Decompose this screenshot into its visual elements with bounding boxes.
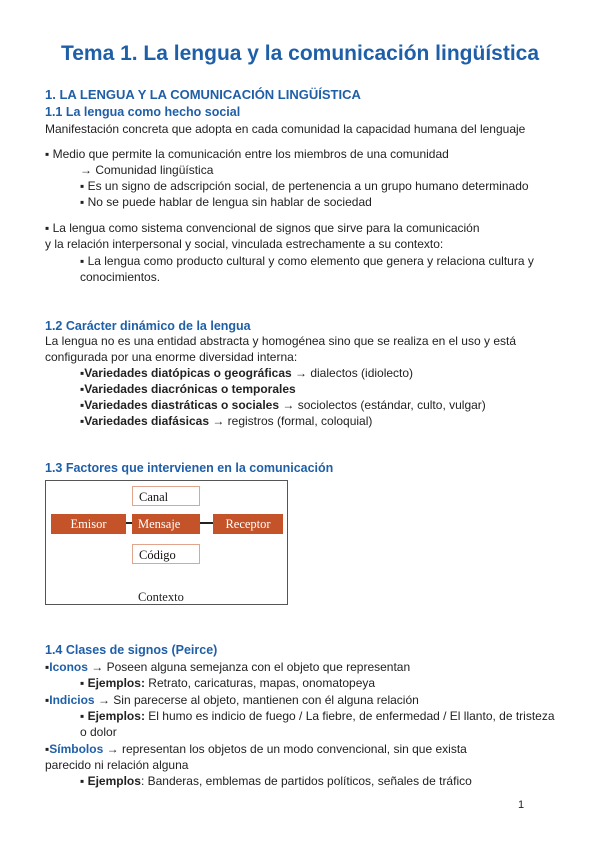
communication-diagram [45,480,288,605]
example [80,773,472,789]
sign-type-indicios [45,692,419,708]
paragraph: y la relación interpersonal y social, vinculada estrechamente a su contexto: [45,237,444,251]
text-span: ▪Variedades diatópicas o geográficas [80,366,292,380]
variety-item [80,397,486,413]
example [80,675,375,691]
sub-bullet: ▪ Es un signo de adscripción social, de pertenencia a un grupo humano determinado [80,179,529,193]
subsection-heading: 1.3 Factores que intervienen en la comunicación [45,461,334,475]
text-span: Símbolos [49,742,104,756]
sub-bullet: → Comunidad lingüística [80,163,214,177]
text-span: El humo es indicio de fuego / La fiebre, de enfermedad / El llanto, de tristeza [144,709,555,723]
variety-item [80,413,372,429]
sub-bullet: ▪ La lengua como producto cultural y como elemento que genera y relaciona cultura y [80,254,534,268]
text-span: Iconos [49,660,88,674]
text-span: Indicios [49,693,95,707]
sub-bullet: conocimientos. [80,270,161,284]
canal-box: Canal [132,486,200,506]
codigo-box: Código [132,544,200,564]
text-span: ▪ [45,742,50,756]
contexto-label: Contexto [138,590,184,604]
variety-item [80,365,413,381]
text-span: → dialectos (idiolecto) [291,366,414,380]
emisor-box: Emisor [51,514,126,534]
sign-type-simbolos [45,741,467,757]
page-number: 1 [518,799,525,811]
text-span: ▪ [45,693,50,707]
bullet: ▪ Medio que permite la comunicación entre los miembros de una comunidad [45,147,449,161]
section-heading: 1. LA LENGUA Y LA COMUNICACIÓN LINGÜÍSTICA [45,87,361,102]
sub-bullet: ▪ No se puede hablar de lengua sin hablar de sociedad [80,195,372,209]
paragraph: La lengua no es una entidad abstracta y homogénea sino que se realiza en el uso y está [45,334,516,348]
variety-item [80,381,296,397]
example [80,708,555,724]
receptor-box: Receptor [213,514,283,534]
text-span: → Poseen alguna semejanza con el objeto que representan [87,660,411,674]
subsection-heading: 1.2 Carácter dinámico de la lengua [45,319,251,333]
bullet: ▪ La lengua como sistema convencional de signos que sirve para la comunicación [45,221,480,235]
text-span: ▪ Ejemplos [80,774,141,788]
text-span: Retrato, caricaturas, mapas, onomatopeya [144,676,376,690]
mensaje-box: Mensaje [132,514,200,534]
example-continued: o dolor [80,725,117,739]
paragraph: parecido ni relación alguna [45,758,189,772]
subsection-heading: 1.1 La lengua como hecho social [45,105,241,119]
text-span: → registros (formal, coloquial) [209,414,373,428]
sign-type-iconos [45,659,410,675]
text-span: → representan los objetos de un modo convencional, sin que exista [103,742,467,756]
paragraph: configurada por una enorme diversidad interna: [45,350,298,364]
text-span: ▪Variedades diastráticas o sociales [80,398,280,412]
text-span: ▪Variedades diacrónicas o temporales [80,382,296,396]
paragraph: Manifestación concreta que adopta en cada comunidad la capacidad humana del lenguaje [45,122,526,136]
text-span: → sociolectos (estándar, culto, vulgar) [279,398,486,412]
text-span: : Banderas, emblemas de partidos políticos, señales de tráfico [140,774,472,788]
text-span: ▪ Ejemplos: [80,676,145,690]
text-span: ▪ Ejemplos: [80,709,145,723]
text-span: ▪ [45,660,50,674]
text-span: ▪Variedades diafásicas [80,414,209,428]
subsection-heading: 1.4 Clases de signos (Peirce) [45,643,218,657]
text-span: → Sin parecerse al objeto, mantienen con él alguna relación [94,693,419,707]
page-title: Tema 1. La lengua y la comunicación lingüística [60,42,540,65]
